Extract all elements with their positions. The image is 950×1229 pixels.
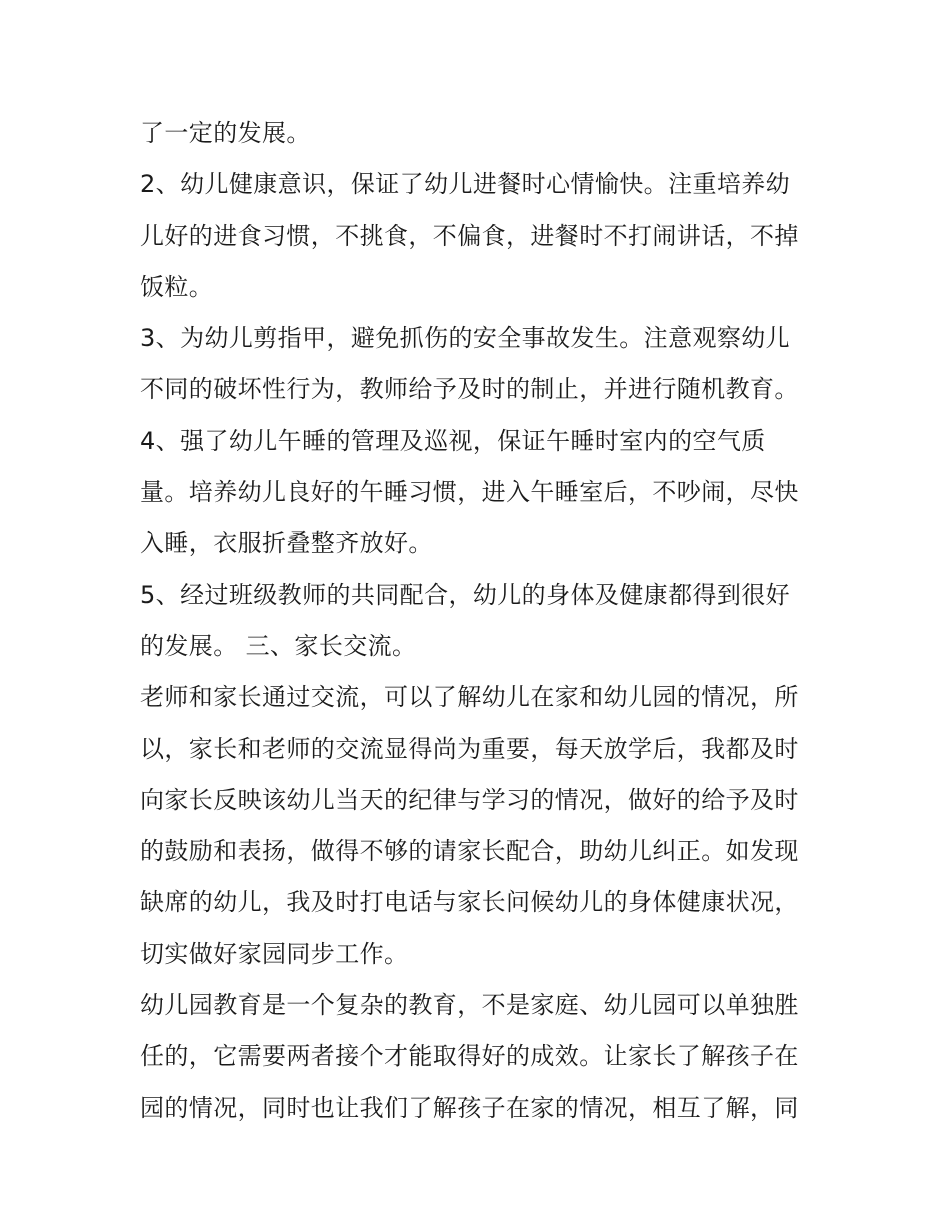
text-line: 4、强了幼儿午睡的管理及巡视，保证午睡时室内的空气质	[140, 426, 766, 455]
text-line: 任的，它需要两者接个才能取得好的成效。让家长了解孩子在	[140, 1042, 799, 1071]
text-line: 切实做好家园同步工作。	[140, 939, 409, 968]
text-line: 以，家长和老师的交流显得尚为重要，每天放学后，我都及时	[140, 734, 799, 763]
paragraph-item-4	[140, 416, 820, 570]
text-line: 缺席的幼儿，我及时打电话与家长问候幼儿的身体健康状况，	[140, 888, 799, 917]
text-line: 2、幼儿健康意识，保证了幼儿进餐时心情愉快。注重培养幼	[140, 170, 791, 199]
text-line: 入睡，衣服折叠整齐放好。	[140, 529, 433, 558]
text-line: 向家长反映该幼儿当天的纪律与学习的情况，做好的给予及时	[140, 785, 799, 814]
paragraph-parent-communication	[140, 672, 820, 980]
text-line: 不同的破坏性行为，教师给予及时的制止，并进行随机教育。	[140, 375, 799, 404]
text-line: 饭粒。	[140, 272, 214, 301]
text-line: 3、为幼儿剪指甲，避免抓伤的安全事故发生。注意观察幼儿	[140, 324, 791, 353]
paragraph-item-5	[140, 570, 820, 673]
text-line: 儿好的进食习惯，不挑食，不偏食，进餐时不打闹讲话，不掉	[140, 221, 799, 250]
text-line: 幼儿园教育是一个复杂的教育，不是家庭、幼儿园可以单独胜	[140, 991, 799, 1020]
paragraph-item-2	[140, 159, 820, 313]
paragraph-item-3	[140, 313, 820, 416]
document-body	[140, 108, 820, 1134]
text-line: 的鼓励和表扬，做得不够的请家长配合，助幼儿纠正。如发现	[140, 837, 799, 866]
text-line: 量。培养幼儿良好的午睡习惯，进入午睡室后，不吵闹，尽快	[140, 478, 799, 507]
text-line: 的发展。 三、家长交流。	[140, 631, 417, 660]
text-line: 5、经过班级教师的共同配合，幼儿的身体及健康都得到很好	[140, 580, 791, 609]
text-line: 园的情况，同时也让我们了解孩子在家的情况，相互了解，同	[140, 1093, 799, 1122]
text-line: 老师和家长通过交流，可以了解幼儿在家和幼儿园的情况，所	[140, 683, 799, 712]
paragraph-kindergarten-education	[140, 980, 820, 1134]
text-line: 了一定的发展。	[140, 119, 311, 147]
paragraph-continuation	[140, 108, 820, 159]
